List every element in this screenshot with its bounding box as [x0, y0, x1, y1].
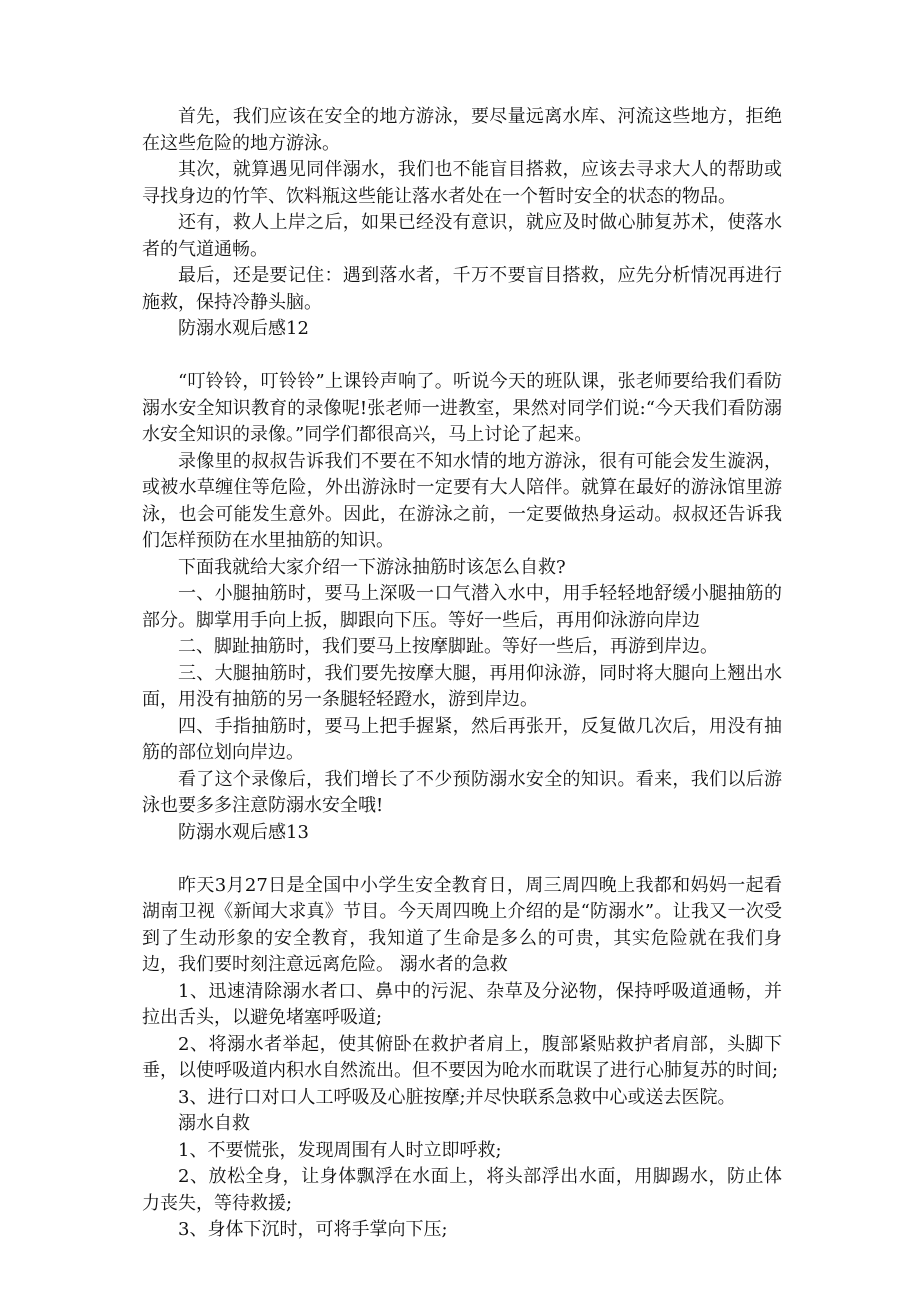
paragraph: 四、手指抽筋时，要马上把手握紧，然后再张开，反复做几次后，用没有抽筋的部位划向岸边。 — [142, 715, 782, 763]
paragraph: 还有，救人上岸之后，如果已经没有意识，就应及时做心肺复苏术，使落水者的气道通畅。 — [142, 212, 782, 260]
paragraph: 最后，还是要记住：遇到落水者，千万不要盲目搭救，应先分析情况再进行施救，保持冷静头脑。 — [142, 265, 782, 313]
section-heading: 防溺水观后感12 — [178, 318, 309, 339]
paragraph: 2、将溺水者举起，使其俯卧在救护者肩上，腹部紧贴救护者肩部，头脚下垂，以使呼吸道内积水自然流出。但不要因为呛水而耽误了进行心肺复苏的时间; — [142, 1033, 782, 1081]
document-body — [142, 104, 782, 1244]
paragraph: 2、放松全身，让身体飘浮在水面上，将头部浮出水面，用脚踢水，防止体力丧失，等待救援; — [142, 1166, 782, 1214]
paragraph: 录像里的叔叔告诉我们不要在不知水情的地方游泳，很有可能会发生漩涡，或被水草缠住等危险，外出游泳时一定要有大人陪伴。就算在最好的游泳馆里游泳，也会可能发生意外。因此，在游泳之前，一定要做热身运动。叔叔还告诉我们怎样预防在水里抽筋的知识。 — [142, 450, 782, 551]
blank-line — [142, 343, 782, 370]
section-heading: 防溺水观后感13 — [178, 821, 309, 843]
paragraph: 3、进行口对口人工呼吸及心脏按摩;并尽快联系急救中心或送去医院。 — [178, 1086, 736, 1108]
paragraph: 二、脚趾抽筋时，我们要马上按摩脚趾。等好一些后，再游到岸边。 — [178, 636, 718, 657]
paragraph: 其次，就算遇见同伴溺水，我们也不能盲目搭救，应该去寻求大人的帮助或寻找身边的竹竿、饮料瓶这些能让落水者处在一个暂时安全的状态的物品。 — [142, 159, 782, 207]
paragraph: 3、身体下沉时，可将手掌向下压; — [178, 1219, 448, 1240]
paragraph: 三、大腿抽筋时，我们要先按摩大腿，再用仰泳游，同时将大腿向上翘出水面，用没有抽筋的另一条腿轻轻蹬水，游到岸边。 — [142, 662, 782, 710]
paragraph: 下面我就给大家介绍一下游泳抽筋时该怎么自救? — [178, 556, 566, 578]
paragraph: 1、不要慌张，发现周围有人时立即呼救; — [178, 1139, 502, 1161]
paragraph: 昨天3月27日是全国中小学生安全教育日，周三周四晚上我都和妈妈一起看湖南卫视《新闻大求真》节目。今天周四晚上介绍的是“防溺水”。让我又一次受到了生动形象的安全教育，我知道了生命是多么的可贵，其实危险就在我们身边，我们要时刻注意远离危险。 溺水者的急救 — [142, 874, 782, 975]
paragraph: 首先，我们应该在安全的地方游泳，要尽量远离水库、河流这些地方，拒绝在这些危险的地方游泳。 — [142, 106, 782, 154]
paragraph: 1、迅速清除溺水者口、鼻中的污泥、杂草及分泌物，保持呼吸道通畅，并拉出舌头，以避免堵塞呼吸道; — [142, 980, 782, 1028]
paragraph: 一、小腿抽筋时，要马上深吸一口气潜入水中，用手轻轻地舒缓小腿抽筋的部分。脚掌用手向上扳，脚跟向下压。等好一些后，再用仰泳游向岸边 — [142, 583, 782, 631]
paragraph: “叮铃铃，叮铃铃”上课铃声响了。听说今天的班队课，张老师要给我们看防溺水安全知识教育的录像呢!张老师一进教室，果然对同学们说:“今天我们看防溺水安全知识的录像。”同学们都很高兴，马上讨论了起来。 — [142, 371, 782, 445]
paragraph: 看了这个录像后，我们增长了不少预防溺水安全的知识。看来，我们以后游泳也要多多注意防溺水安全哦! — [142, 768, 782, 816]
paragraph: 溺水自救 — [178, 1113, 250, 1134]
blank-line — [142, 846, 782, 873]
